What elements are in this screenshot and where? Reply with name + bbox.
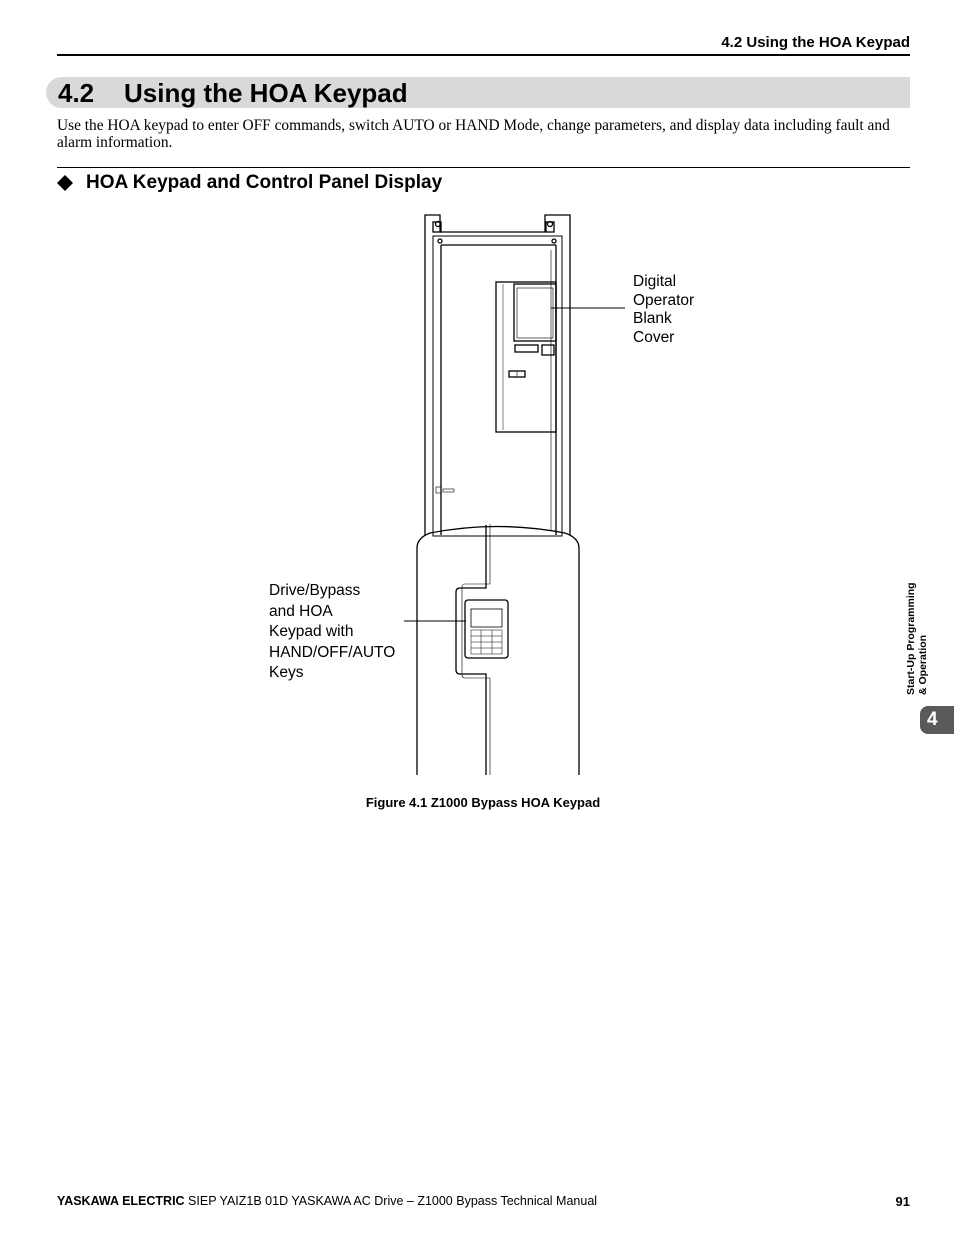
page-number: 91 — [895, 1194, 910, 1209]
intro-paragraph: Use the HOA keypad to enter OFF commands, switch AUTO or HAND Mode, change parameters, and display data including fault and alarm information. — [57, 117, 890, 151]
subsection-title: HOA Keypad and Control Panel Display — [86, 172, 443, 193]
chapter-tab: 4 — [920, 706, 954, 734]
section-number: 4.2 — [58, 78, 95, 108]
figure-caption: Figure 4.1 Z1000 Bypass HOA Keypad — [365, 795, 601, 810]
section-title: Using the HOA Keypad — [124, 78, 408, 108]
footer — [57, 1194, 597, 1208]
chapter-side-label — [885, 560, 945, 700]
chapter-side-label-text: Start-Up Programming & Operation — [905, 582, 929, 695]
callout-hoa-keypad: Drive/Bypass and HOA Keypad with HAND/OFF/AUTO Keys — [269, 582, 396, 681]
footer-doc: SIEP YAIZ1B 01D YASKAWA AC Drive – Z1000 Bypass Technical Manual — [184, 1194, 598, 1208]
callout-blank-cover: Digital Operator Blank Cover — [633, 273, 695, 346]
running-header: 4.2 Using the HOA Keypad — [721, 34, 910, 51]
footer-brand: YASKAWA ELECTRIC — [57, 1194, 185, 1208]
